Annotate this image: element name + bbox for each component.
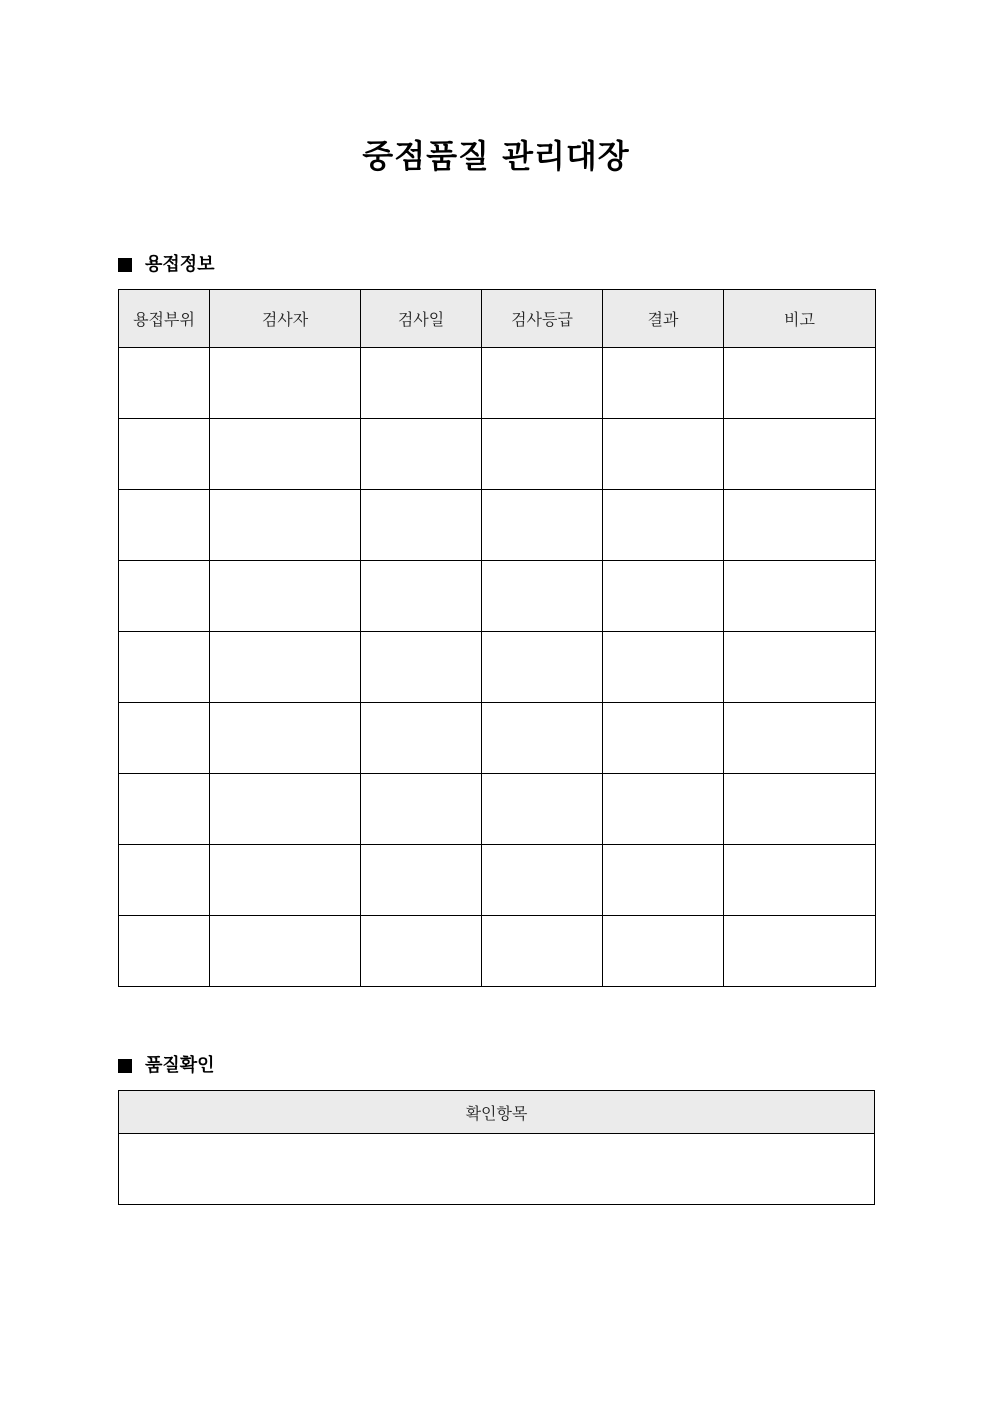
table-cell[interactable] bbox=[724, 703, 876, 774]
table-row bbox=[119, 1134, 875, 1205]
column-header-weld-part: 용접부위 bbox=[119, 290, 210, 348]
quality-section-heading bbox=[118, 1054, 215, 1078]
table-cell[interactable] bbox=[724, 561, 876, 632]
column-header-inspection-date: 검사일 bbox=[361, 290, 482, 348]
table-cell[interactable] bbox=[119, 703, 210, 774]
table-cell[interactable] bbox=[361, 348, 482, 419]
weld-section-heading bbox=[118, 253, 215, 277]
table-cell[interactable] bbox=[724, 419, 876, 490]
column-header-inspection-grade: 검사등급 bbox=[482, 290, 603, 348]
table-cell[interactable] bbox=[724, 490, 876, 561]
table-row bbox=[119, 348, 876, 419]
table-cell[interactable] bbox=[482, 490, 603, 561]
table-cell[interactable] bbox=[482, 419, 603, 490]
black-square-icon bbox=[118, 1059, 132, 1073]
table-header-row bbox=[119, 1091, 875, 1134]
table-cell[interactable] bbox=[361, 774, 482, 845]
table-cell[interactable] bbox=[210, 774, 361, 845]
check-items-cell[interactable] bbox=[119, 1134, 875, 1205]
table-cell[interactable] bbox=[482, 348, 603, 419]
column-header-inspector: 검사자 bbox=[210, 290, 361, 348]
table-row bbox=[119, 419, 876, 490]
table-cell[interactable] bbox=[119, 348, 210, 419]
quality-section-title: 품질확인 bbox=[145, 1055, 215, 1076]
table-row bbox=[119, 774, 876, 845]
table-cell[interactable] bbox=[482, 561, 603, 632]
quality-check-table bbox=[118, 1090, 875, 1205]
weld-section-title: 용접정보 bbox=[145, 254, 215, 275]
table-cell[interactable] bbox=[210, 490, 361, 561]
table-cell[interactable] bbox=[361, 561, 482, 632]
table-cell[interactable] bbox=[482, 703, 603, 774]
table-cell[interactable] bbox=[724, 774, 876, 845]
table-cell[interactable] bbox=[119, 561, 210, 632]
column-header-check-items: 확인항목 bbox=[119, 1091, 875, 1134]
table-cell[interactable] bbox=[603, 419, 724, 490]
black-square-icon bbox=[118, 258, 132, 272]
table-cell[interactable] bbox=[210, 561, 361, 632]
table-cell[interactable] bbox=[210, 419, 361, 490]
table-cell[interactable] bbox=[603, 774, 724, 845]
table-cell[interactable] bbox=[482, 845, 603, 916]
table-cell[interactable] bbox=[482, 774, 603, 845]
table-row bbox=[119, 845, 876, 916]
table-cell[interactable] bbox=[603, 348, 724, 419]
table-cell[interactable] bbox=[210, 632, 361, 703]
table-cell[interactable] bbox=[361, 490, 482, 561]
table-cell[interactable] bbox=[603, 632, 724, 703]
page-title: 중점품질 관리대장 bbox=[362, 137, 630, 175]
table-row bbox=[119, 561, 876, 632]
table-cell[interactable] bbox=[119, 845, 210, 916]
table-cell[interactable] bbox=[603, 845, 724, 916]
table-cell[interactable] bbox=[482, 632, 603, 703]
table-cell[interactable] bbox=[119, 490, 210, 561]
column-header-remarks: 비고 bbox=[724, 290, 876, 348]
table-cell[interactable] bbox=[119, 916, 210, 987]
table-cell[interactable] bbox=[724, 632, 876, 703]
table-row bbox=[119, 490, 876, 561]
table-row bbox=[119, 632, 876, 703]
table-cell[interactable] bbox=[361, 632, 482, 703]
table-row bbox=[119, 703, 876, 774]
table-cell[interactable] bbox=[361, 419, 482, 490]
table-cell[interactable] bbox=[210, 348, 361, 419]
table-cell[interactable] bbox=[724, 916, 876, 987]
table-cell[interactable] bbox=[119, 419, 210, 490]
table-header-row bbox=[119, 290, 876, 348]
table-cell[interactable] bbox=[361, 916, 482, 987]
table-cell[interactable] bbox=[724, 348, 876, 419]
column-header-result: 결과 bbox=[603, 290, 724, 348]
table-cell[interactable] bbox=[603, 561, 724, 632]
table-cell[interactable] bbox=[210, 703, 361, 774]
table-cell[interactable] bbox=[361, 703, 482, 774]
table-row bbox=[119, 916, 876, 987]
table-cell[interactable] bbox=[210, 916, 361, 987]
table-cell[interactable] bbox=[482, 916, 603, 987]
table-cell[interactable] bbox=[603, 490, 724, 561]
table-cell[interactable] bbox=[210, 845, 361, 916]
table-cell[interactable] bbox=[119, 632, 210, 703]
table-cell[interactable] bbox=[119, 774, 210, 845]
table-cell[interactable] bbox=[603, 703, 724, 774]
weld-info-table bbox=[118, 289, 876, 987]
table-cell[interactable] bbox=[361, 845, 482, 916]
table-cell[interactable] bbox=[603, 916, 724, 987]
table-cell[interactable] bbox=[724, 845, 876, 916]
